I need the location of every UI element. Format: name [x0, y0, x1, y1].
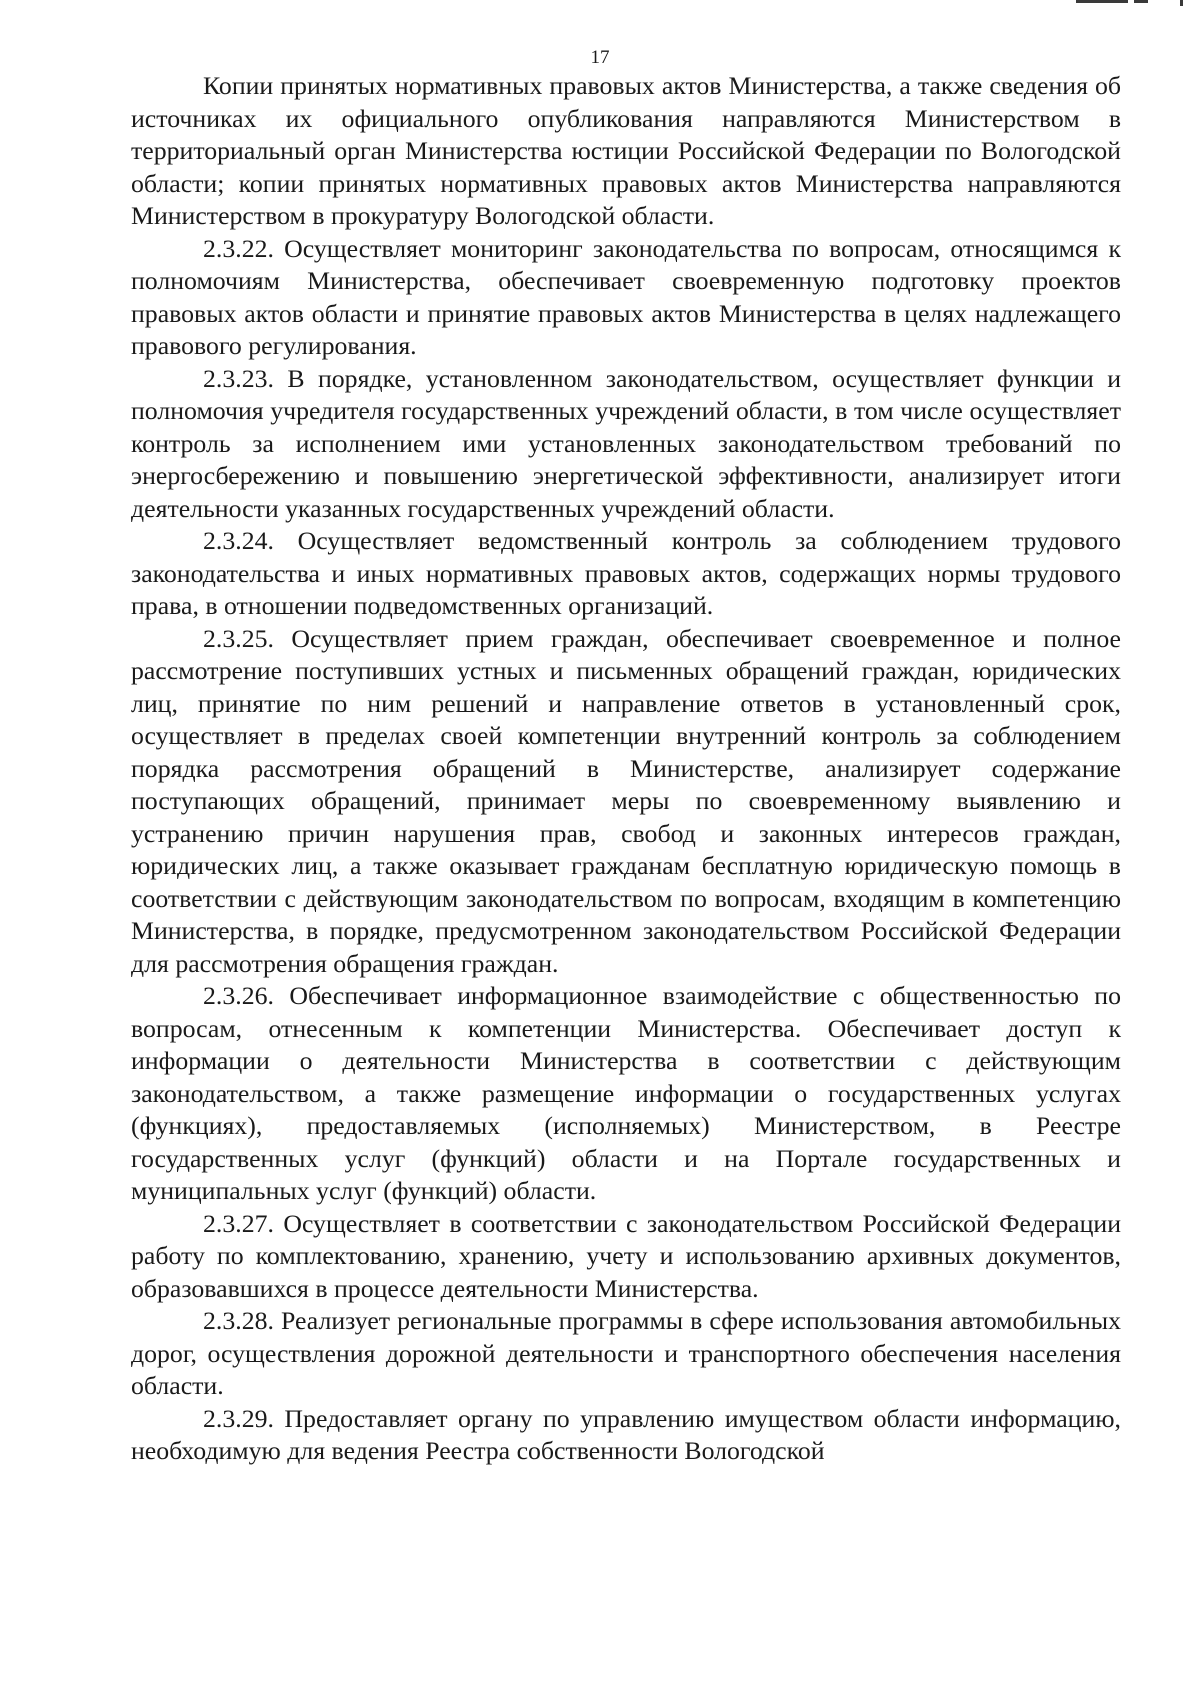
paragraph-2-3-23: 2.3.23. В порядке, установленном законодательством, осуществляет функции и полномочия учредителя государственных учреждений области, в том числе осуществляет контроль за исполнением ими установленных законодательством требований по энергосбережению и повышению энергетической эффективности, анализирует итоги деятельности указанных государственных учреждений области. — [131, 363, 1121, 523]
paragraph-2-3-22: 2.3.22. Осуществляет мониторинг законодательства по вопросам, относящимся к полномочиям Министерства, обеспечивает своевременную подготовку проектов правовых актов области и принятие правовых актов Министерства в целях надлежащего правового регулирования. — [131, 233, 1121, 360]
paragraph-2-3-26: 2.3.26. Обеспечивает информационное взаимодействие с общественностью по вопросам, отнесенным к компетенции Министерства. Обеспечивает доступ к информации о деятельности Министерства в соответствии с действующим законодательством, а также размещение информации о государственных услугах (функциях), предоставляемых (исполняемых) Министерством, в Реестре государственных услуг (функций) области и на Портале государственных и муниципальных услуг (функций) области. — [131, 981, 1121, 1205]
paragraph-2-3-27: 2.3.27. Осуществляет в соответствии с законодательством Российской Федерации работу по комплектованию, хранению, учету и использованию архивных документов, образовавшихся в процессе деятельности Министерства. — [131, 1208, 1121, 1303]
page-number: 17 — [590, 47, 610, 68]
scan-corner-mark — [1076, 0, 1186, 6]
paragraph-2-3-24: 2.3.24. Осуществляет ведомственный контроль за соблюдением трудового законодательства и иных нормативных правовых актов, содержащих нормы трудового права, в отношении подведомственных организаций. — [131, 526, 1121, 620]
paragraph-2-3-28: 2.3.28. Реализует региональные программы в сфере использования автомобильных дорог, осуществления дорожной деятельности и транспортного обеспечения населения области. — [131, 1306, 1121, 1400]
paragraph-2-3-25: 2.3.25. Осуществляет прием граждан, обеспечивает своевременное и полное рассмотрение поступивших устных и письменных обращений граждан, юридических лиц, принятие по ним решений и направление ответов в установленный срок, осуществляет в пределах своей компетенции внутренний контроль за соблюдением порядка рассмотрения обращений в Министерстве, анализирует содержание поступающих обращений, принимает меры по своевременному выявлению и устранению причин нарушения прав, свобод и законных интересов граждан, юридических лиц, а также оказывает гражданам бесплатную юридическую помощь в соответствии с действующим законодательством по вопросам, входящим в компетенцию Министерства, в порядке, предусмотренном законодательством Российской Федерации для рассмотрения обращения граждан. — [131, 623, 1121, 978]
paragraph-publication-copies: Копии принятых нормативных правовых актов Министерства, а также сведения об источниках их официального опубликования направляются Министерством в территориальный орган Министерства юстиции Российской Федерации по Вологодской области; копии принятых нормативных правовых актов Министерства направляются Министерством в прокуратуру Вологодской области. — [131, 71, 1121, 230]
document-body — [131, 70, 1121, 1468]
paragraph-2-3-29: 2.3.29. Предоставляет органу по управлению имуществом области информацию, необходимую для ведения Реестра собственности Вологодской — [131, 1403, 1121, 1465]
